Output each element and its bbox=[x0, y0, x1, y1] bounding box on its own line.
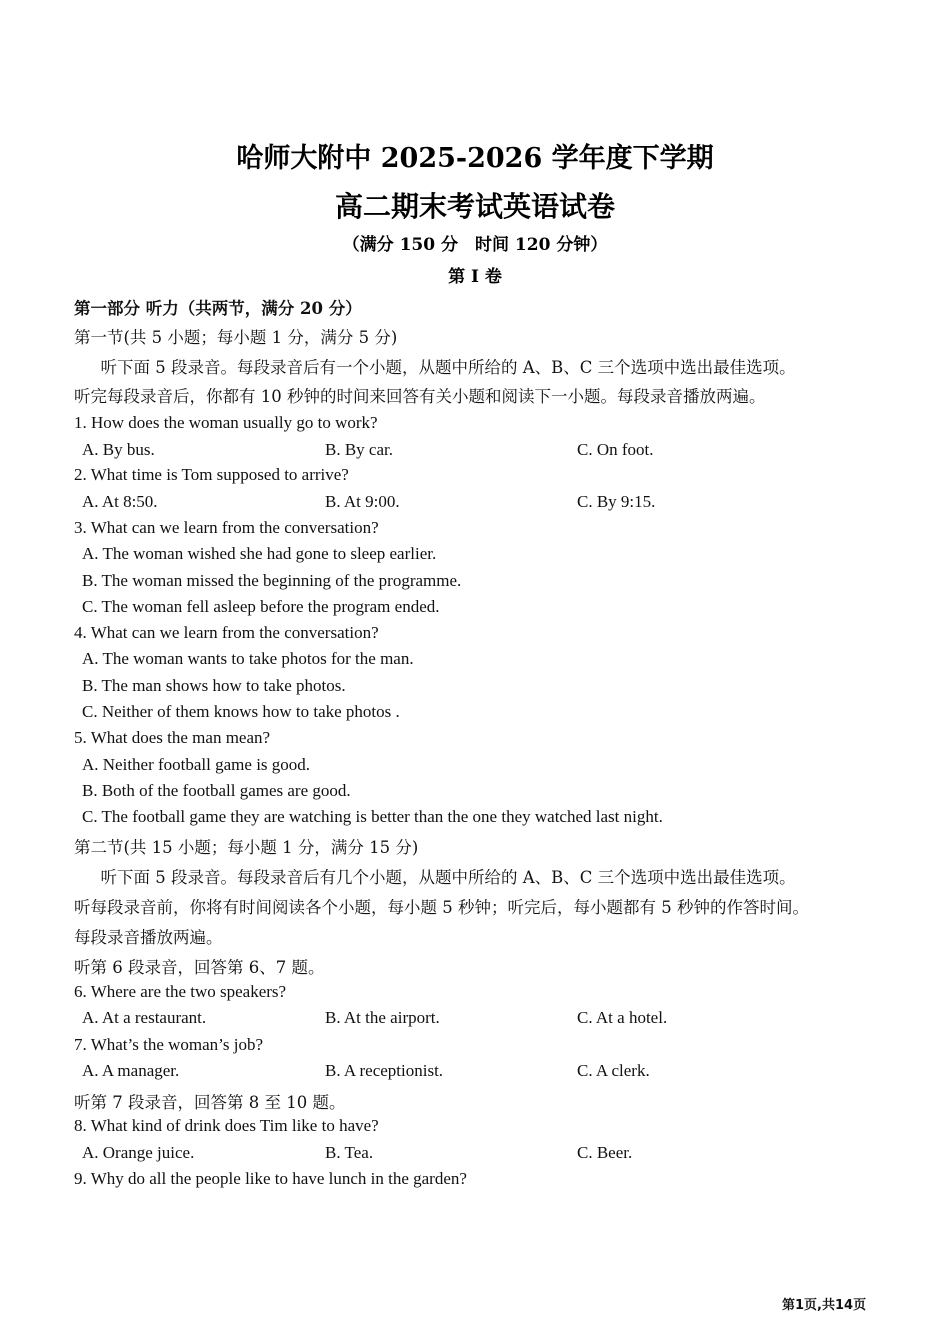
q4-option-a: A. The woman wants to take photos for the man. bbox=[82, 649, 414, 668]
question-6: 6. Where are the two speakers? bbox=[74, 982, 287, 1001]
question-2: 2. What time is Tom supposed to arrive? bbox=[74, 465, 349, 484]
q4-option-b: B. The man shows how to take photos. bbox=[82, 676, 346, 695]
section2-heading: 第二节(共 15 小题；每小题 1 分，满分 15 分) bbox=[74, 838, 419, 857]
question-5: 5. What does the man mean? bbox=[74, 728, 271, 747]
section1-instruction-cont: 听完每段录音后，你都有 10 秒钟的时间来回答有关小题和阅读下一小题。每段录音播放两遍。 bbox=[74, 387, 766, 406]
audio-7-instruction: 听第 7 段录音，回答第 8 至 10 题。 bbox=[74, 1093, 346, 1112]
part1-heading: 第一部分 听力（共两节，满分 20 分） bbox=[74, 299, 362, 318]
question-9: 9. Why do all the people like to have lunch in the garden? bbox=[74, 1169, 467, 1188]
q3-option-c: C. The woman fell asleep before the program ended. bbox=[82, 597, 440, 616]
section2-instruction-end: 每段录音播放两遍。 bbox=[74, 928, 223, 947]
q2-option-c: C. By 9:15. bbox=[577, 492, 656, 511]
q2-option-b: B. At 9:00. bbox=[325, 492, 400, 511]
question-1: 1. How does the woman usually go to work? bbox=[74, 413, 378, 432]
q3-option-a: A. The woman wished she had gone to sleep earlier. bbox=[82, 544, 437, 563]
q1-option-c: C. On foot. bbox=[577, 440, 654, 459]
q2-option-a: A. At 8:50. bbox=[82, 492, 158, 511]
q7-option-c: C. A clerk. bbox=[577, 1061, 650, 1080]
q8-option-a: A. Orange juice. bbox=[82, 1143, 195, 1162]
q6-option-c: C. At a hotel. bbox=[577, 1008, 668, 1027]
q6-option-b: B. At the airport. bbox=[325, 1008, 440, 1027]
question-8: 8. What kind of drink does Tim like to have? bbox=[74, 1116, 379, 1135]
section2-instruction: 听下面 5 段录音。每段录音后有几个小题，从题中所给的 A、B、C 三个选项中选出最佳选项。 bbox=[84, 868, 796, 887]
question-3: 3. What can we learn from the conversation? bbox=[74, 518, 379, 537]
q5-option-c: C. The football game they are watching is better than the one they watched last night. bbox=[82, 807, 663, 826]
question-7: 7. What’s the woman’s job? bbox=[74, 1035, 264, 1054]
section1-heading: 第一节(共 5 小题；每小题 1 分，满分 5 分) bbox=[74, 328, 398, 347]
q3-option-b: B. The woman missed the beginning of the programme. bbox=[82, 571, 462, 590]
exam-subtitle: 高二期末考试英语试卷 bbox=[334, 190, 615, 223]
q1-option-a: A. By bus. bbox=[82, 440, 155, 459]
q7-option-b: B. A receptionist. bbox=[325, 1061, 444, 1080]
section2-instruction-cont: 听每段录音前，你将有时间阅读各个小题，每小题 5 秒钟；听完后，每小题都有 5 秒钟的作答时间。 bbox=[74, 898, 809, 917]
section1-instruction: 听下面 5 段录音。每段录音后有一个小题，从题中所给的 A、B、C 三个选项中选出最佳选项。 bbox=[84, 358, 796, 377]
q8-option-c: C. Beer. bbox=[577, 1143, 633, 1162]
q5-option-a: A. Neither football game is good. bbox=[82, 755, 311, 774]
audio-6-instruction: 听第 6 段录音，回答第 6、7 题。 bbox=[74, 958, 325, 977]
q8-option-b: B. Tea. bbox=[325, 1143, 374, 1162]
q7-option-a: A. A manager. bbox=[82, 1061, 180, 1080]
q6-option-a: A. At a restaurant. bbox=[82, 1008, 207, 1027]
exam-title: 哈师大附中 2025-2026 学年度下学期 bbox=[236, 143, 714, 174]
exam-meta: （满分 150 分 时间 120 分钟） bbox=[342, 235, 608, 255]
q5-option-b: B. Both of the football games are good. bbox=[82, 781, 351, 800]
volume-label: 第 I 卷 bbox=[448, 267, 502, 287]
q1-option-b: B. By car. bbox=[325, 440, 393, 459]
q4-option-c: C. Neither of them knows how to take photos . bbox=[82, 702, 400, 721]
page-number: 第1页,共14页 bbox=[782, 1298, 867, 1313]
question-4: 4. What can we learn from the conversation? bbox=[74, 623, 379, 642]
